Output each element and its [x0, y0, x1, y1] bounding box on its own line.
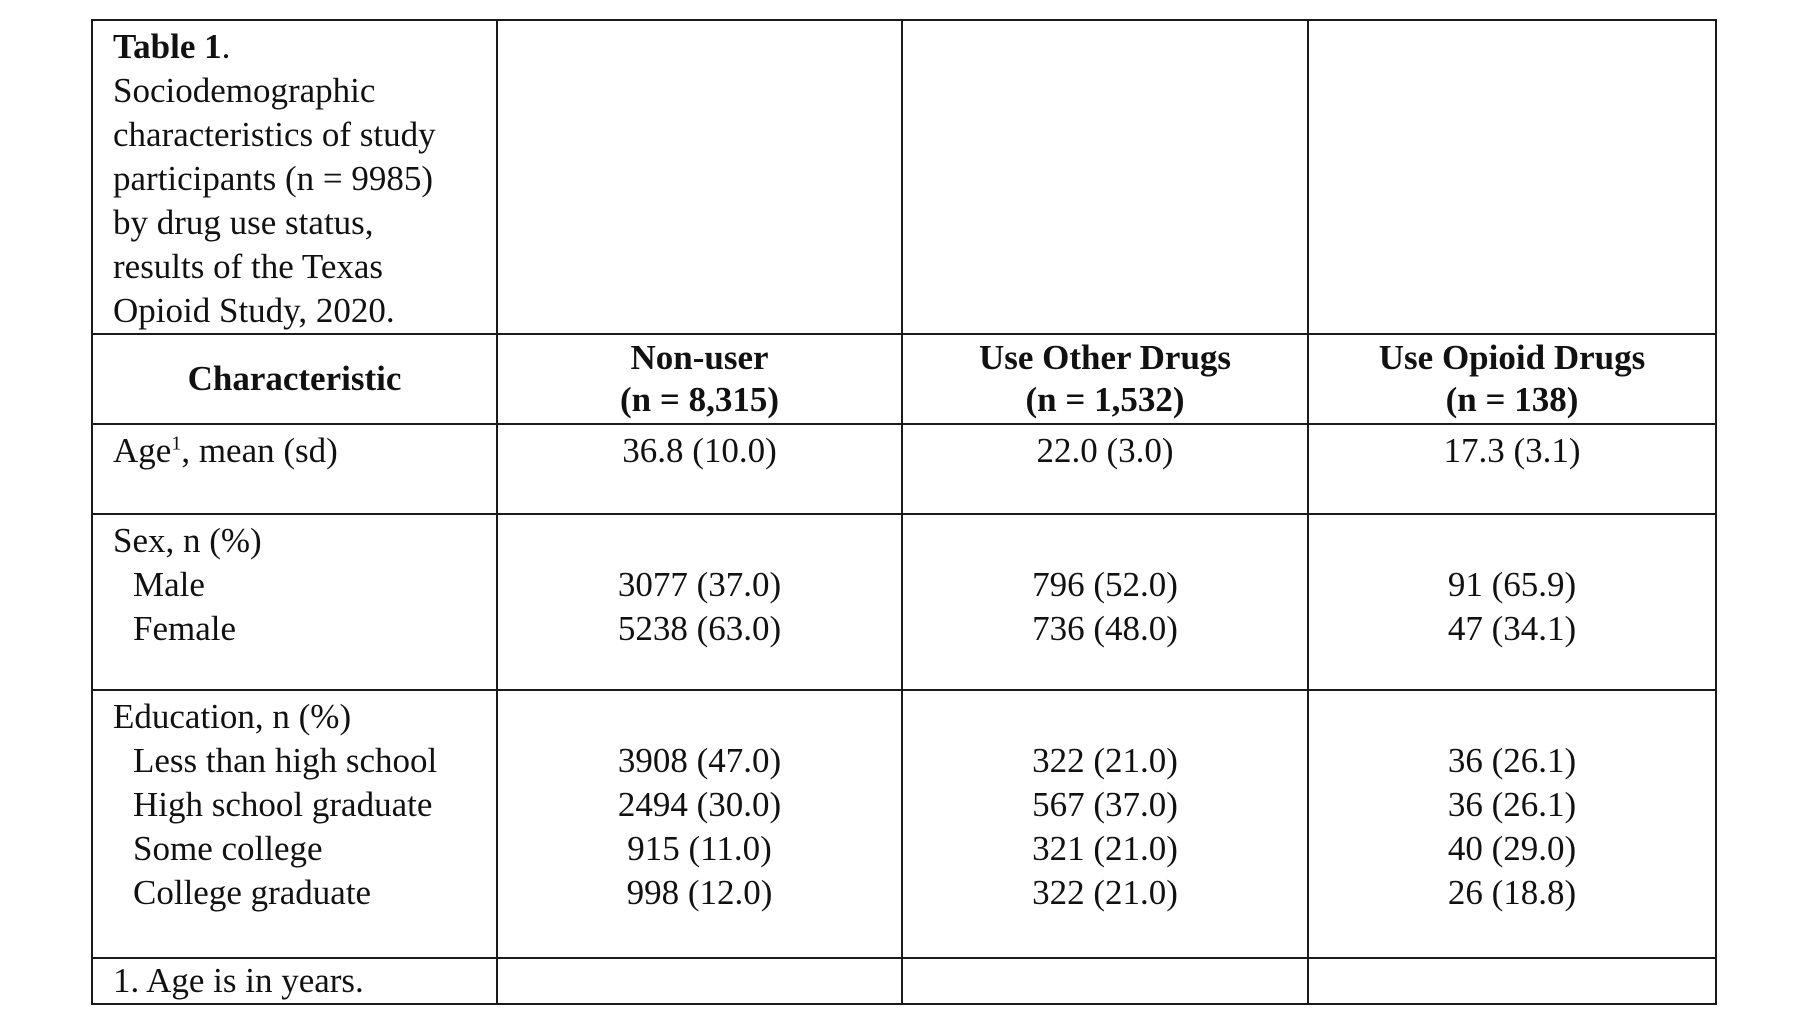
table-cell: 3077 (37.0) 5238 (63.0)	[497, 514, 902, 690]
footnote-marker: 1	[171, 432, 182, 455]
data-table	[91, 19, 1717, 1005]
table-cell: 796 (52.0) 736 (48.0)	[902, 514, 1308, 690]
row-label: Less than high school	[133, 741, 438, 780]
column-header-use-opioid-drugs: Use Opioid Drugs (n = 138)	[1308, 334, 1716, 424]
table-cell: 322 (21.0) 567 (37.0) 321 (21.0) 322 (21.0)	[902, 690, 1308, 958]
table-cell: 36 (26.1) 36 (26.1) 40 (29.0) 26 (18.8)	[1308, 690, 1716, 958]
caption-line: Opioid Study, 2020.	[113, 291, 395, 330]
table-row-sex	[92, 514, 1716, 690]
column-header-use-other-drugs: Use Other Drugs (n = 1,532)	[902, 334, 1308, 424]
row-group-education	[92, 690, 497, 958]
row-label: High school graduate	[133, 785, 433, 824]
group-label: Sex, n (%)	[113, 521, 262, 560]
row-label: Female	[133, 609, 237, 648]
row-label: Some college	[133, 829, 323, 868]
caption-row	[92, 20, 1716, 334]
table-cell: 3908 (47.0) 2494 (30.0) 915 (11.0) 998 (12.0)	[497, 690, 902, 958]
header-row	[92, 334, 1716, 424]
table-cell: 91 (65.9) 47 (34.1)	[1308, 514, 1716, 690]
table-cell: 17.3 (3.1)	[1308, 424, 1716, 514]
table-row-education	[92, 690, 1716, 958]
table-row-age	[92, 424, 1716, 514]
footnote: 1. Age is in years.	[92, 958, 497, 1004]
group-label: Education, n (%)	[113, 697, 352, 736]
column-header-non-user: Non-user (n = 8,315)	[497, 334, 902, 424]
row-label: Male	[133, 565, 205, 604]
row-group-sex	[92, 514, 497, 690]
table-caption: Table 1. Sociodemographic characteristics of study participants (n = 9985) by drug use status, results of the Texas Opioid Study, 2020.	[92, 20, 497, 334]
empty-cell	[1308, 958, 1716, 1004]
caption-line: participants (n = 9985)	[113, 159, 434, 198]
empty-cell	[497, 20, 902, 334]
table-cell: 22.0 (3.0)	[902, 424, 1308, 514]
caption-line: Sociodemographic	[113, 71, 376, 110]
caption-line: characteristics of study	[113, 115, 436, 154]
row-label-age: Age$^1$, mean (sd)	[92, 424, 497, 514]
empty-cell	[1308, 20, 1716, 334]
empty-cell	[902, 958, 1308, 1004]
table-cell: 36.8 (10.0)	[497, 424, 902, 514]
column-header-characteristic: Characteristic	[92, 334, 497, 424]
empty-cell	[902, 20, 1308, 334]
table-label: Table 1	[113, 27, 222, 66]
empty-cell	[497, 958, 902, 1004]
caption-line: by drug use status,	[113, 203, 374, 242]
row-label: College graduate	[133, 873, 372, 912]
caption-line: results of the Texas	[113, 247, 384, 286]
footnote-row	[92, 958, 1716, 1004]
